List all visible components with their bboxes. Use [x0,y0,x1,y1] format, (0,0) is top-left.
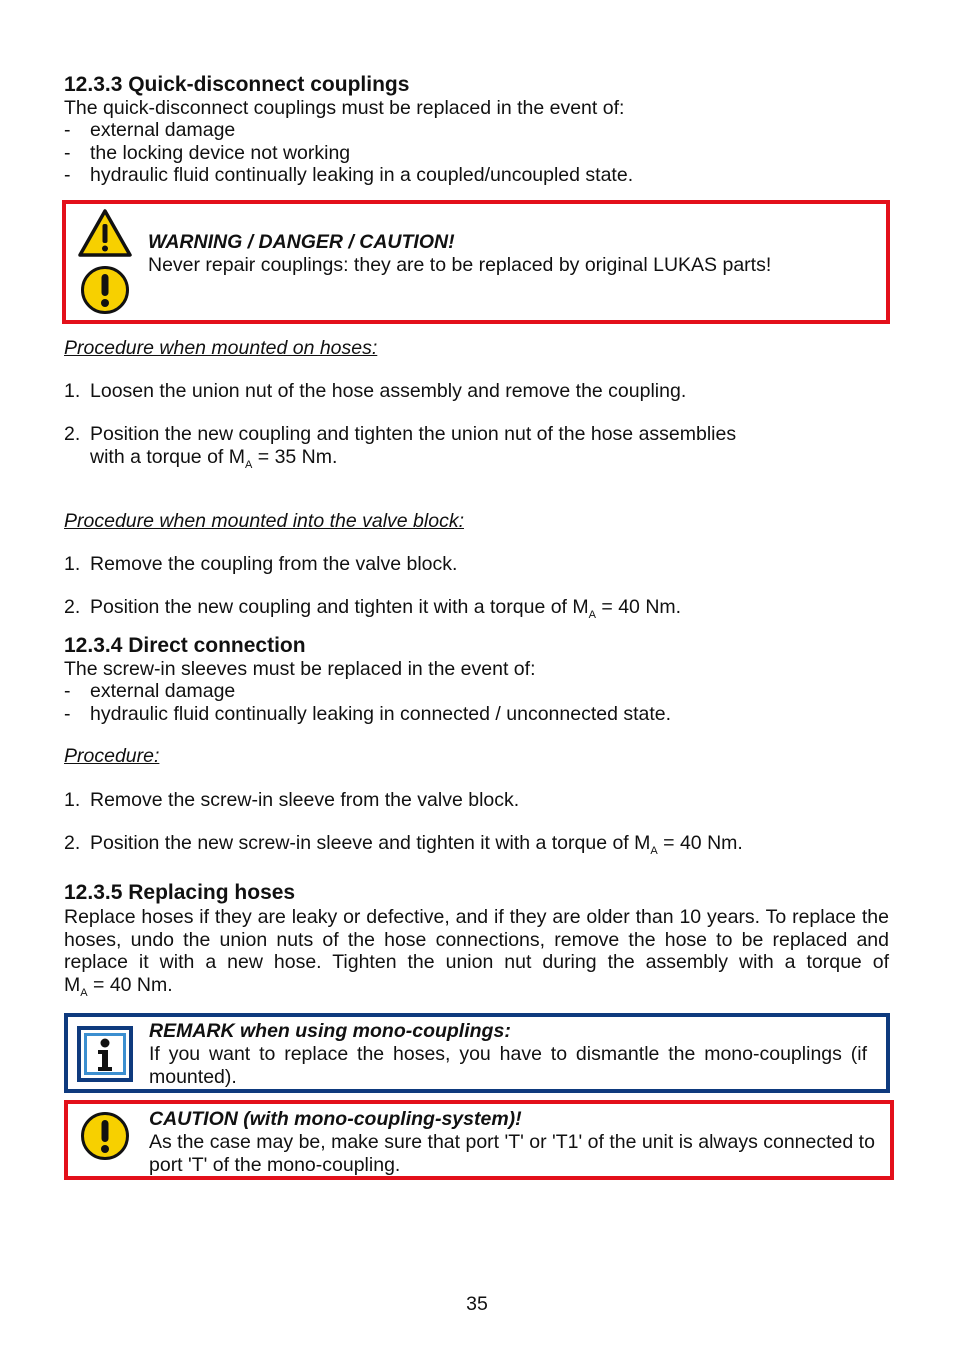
list-item: 1. Remove the screw-in sleeve from the valve block. [64,789,520,811]
list-item: - the locking device not working [64,141,351,164]
list-item: 1. Loosen the union nut of the hose assembly and remove the coupling. [64,380,687,402]
list-item: 2. Position the new coupling and tighten the union nut of the hose assemblies with a torque of $M_A = 35$ Nm. [64,423,737,471]
procedure-heading-direct: Procedure: [64,745,160,767]
remark-text: If you want to replace the hoses, you have to dismantle the mono-couplings (if mounted). [149,1043,867,1088]
info-icon [76,1025,134,1083]
section-intro-direct-connection: The screw-in sleeves must be replaced in the event of: [64,658,536,680]
warning-title: WARNING / DANGER / CAUTION! [148,231,455,253]
replacing-hoses-paragraph: Replace hoses if they are leaky or defective, and if they are older than 10 years. To replace the hoses, undo the union nuts of the hose connections, remove the hose to be replaced and replace it with a new hose. Tighten the union nut during the assembly with a torque of $M_A = 40$ Nm. [64,906,889,999]
bullet-list-quick-disconnect [64,119,633,187]
section-title-direct-connection: 12.3.4 Direct connection [64,634,306,657]
list-item: 2. Position the new coupling and tighten it with a torque of $M_A = 40$ Nm. [64,596,682,621]
section-title-quick-disconnect: 12.3.3 Quick-disconnect couplings [64,73,410,96]
exclamation-circle-icon [80,1111,130,1161]
list-item: - external damage [64,119,236,141]
list-item: 1. Remove the coupling from the valve block. [64,553,458,575]
caution-box [64,1100,894,1180]
caution-text: As the case may be, make sure that port 'T' or 'T1' of the unit is always connected to port 'T' of the mono-coupling. [149,1131,875,1176]
step-list-valve [64,553,457,576]
step-list-direct [64,789,519,812]
bullet-list-direct-connection [64,680,671,725]
step-list-direct-2 [64,832,743,855]
exclamation-circle-icon [80,265,130,315]
warning-triangle-icon [78,209,132,257]
list-item: - hydraulic fluid continually leaking in a coupled/uncoupled state. [64,164,634,186]
procedure-heading-valve-block: Procedure when mounted into the valve block: [64,510,464,532]
section-intro-quick-disconnect: The quick-disconnect couplings must be replaced in the event of: [64,97,625,119]
step-list-hoses-2 [64,423,737,471]
step-list-valve-2 [64,596,681,619]
list-item: - external damage [64,680,236,702]
caution-title: CAUTION (with mono-coupling-system)! [149,1108,522,1130]
section-title-replacing-hoses: 12.3.5 Replacing hoses [64,881,296,904]
list-item: - hydraulic fluid continually leaking in connected / unconnected state. [64,702,672,725]
warning-text: Never repair couplings: they are to be replaced by original LUKAS parts! [148,254,772,276]
remark-title: REMARK when using mono-couplings: [149,1020,511,1042]
remark-box [64,1013,890,1093]
page-number: 35 [466,1293,488,1315]
list-item: 2. Position the new screw-in sleeve and tighten it with a torque of $M_A = 40$ Nm. [64,832,743,857]
warning-box [62,200,890,324]
procedure-heading-hoses: Procedure when mounted on hoses: [64,337,378,359]
step-list-hoses [64,380,686,403]
